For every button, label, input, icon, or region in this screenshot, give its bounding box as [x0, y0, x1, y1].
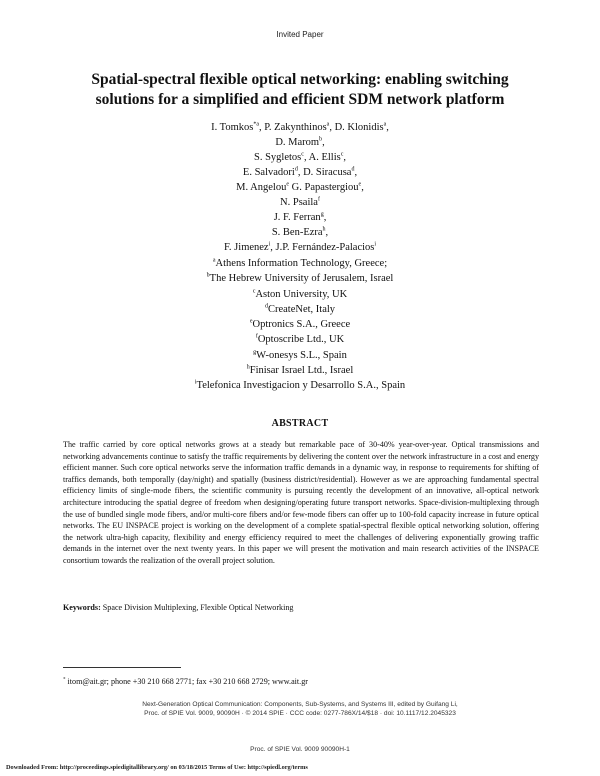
- author-affiliation-mark: c: [301, 151, 304, 158]
- author-line: [0, 210, 600, 225]
- affiliation-mark: h: [246, 364, 250, 371]
- affiliation-text: Telefonica Investigacion y Desarrollo S.A., Spain: [196, 380, 406, 392]
- page-number: Proc. of SPIE Vol. 9009 90090H-1: [250, 746, 350, 753]
- author-affiliation-mark: b: [319, 136, 323, 143]
- author-name: M. Angelou: [236, 182, 287, 193]
- author-name: J.P. Fernández-Palacios: [275, 242, 375, 253]
- footnote: [63, 677, 308, 686]
- author-line: [0, 135, 600, 150]
- author-name: J. F. Ferran: [273, 212, 321, 223]
- affiliation-item: [0, 287, 600, 302]
- footnote-mark: *: [63, 677, 66, 683]
- author-separator: ,: [322, 137, 325, 148]
- author-name: D. Klonidis: [334, 122, 384, 133]
- author-affiliation-mark: e: [358, 181, 362, 188]
- author-affiliation-mark: d: [294, 166, 298, 173]
- author-affiliation-mark: a: [326, 121, 330, 128]
- proceedings-line-1: Next-Generation Optical Communication: Components, Sub-Systems, and Systems III, edited by Guifang Li,: [142, 701, 458, 708]
- affiliation-item: [0, 332, 600, 347]
- author-name: G. Papastergiou: [291, 182, 359, 193]
- author-affiliation-mark: h: [322, 226, 326, 233]
- affiliation-item: [0, 271, 600, 286]
- author-line: [0, 240, 600, 255]
- author-separator: ,: [259, 122, 265, 133]
- author-separator: ,: [386, 122, 389, 133]
- affiliation-text: Optronics S.A., Greece: [252, 319, 351, 331]
- author-separator: ,: [343, 152, 346, 163]
- affiliation-item: [0, 363, 600, 378]
- author-separator: ,: [297, 167, 304, 178]
- author-separator: ,: [354, 167, 358, 178]
- author-name: S. Ben-Ezra: [271, 227, 323, 238]
- author-separator: ,: [323, 212, 327, 223]
- author-separator: ,: [270, 242, 276, 253]
- affiliation-text: W-onesys S.L., Spain: [256, 349, 347, 361]
- footnote-text: itom@ait.gr; phone +30 210 668 2771; fax +30 210 668 2729; www.ait.gr: [67, 677, 308, 686]
- affiliation-mark: c: [252, 288, 256, 295]
- affiliation-mark: a: [212, 257, 216, 264]
- author-affiliation-mark: a: [383, 121, 387, 128]
- affiliation-text: Athens Information Technology, Greece;: [215, 258, 388, 269]
- author-name: F. Jimenez: [223, 242, 269, 253]
- author-separator: ,: [325, 227, 329, 238]
- keywords: [63, 603, 539, 612]
- affiliation-mark: g: [253, 349, 257, 356]
- title-line-1: Spatial-spectral flexible optical networking: enabling switching: [91, 71, 509, 88]
- author-line: [0, 225, 600, 240]
- author-affiliation-mark: *a: [253, 121, 259, 128]
- author-name: S. Sygletos: [254, 152, 302, 163]
- author-line: [0, 165, 600, 180]
- author-affiliation-mark: i: [374, 241, 377, 248]
- affiliation-item: [0, 348, 600, 363]
- author-affiliation-mark: e: [286, 181, 290, 188]
- affiliation-item: [0, 317, 600, 332]
- affiliation-mark: e: [249, 318, 253, 325]
- author-separator: ,: [329, 122, 335, 133]
- proceedings-line-2: Proc. of SPIE Vol. 9009, 90090H · © 2014 SPIE · CCC code: 0277-786X/14/$18 · doi: 10.1117/12.2045323: [144, 710, 456, 717]
- author-name: D. Siracusa: [303, 167, 352, 178]
- author-name: N. Psaila: [280, 197, 318, 208]
- download-notice: Downloaded From: http://proceedings.spiedigitallibrary.org/ on 03/18/2015 Terms of Use: http://spiedl.org/terms: [6, 764, 308, 771]
- paper-title: [0, 70, 600, 110]
- author-name: I. Tomkos: [211, 122, 254, 133]
- affiliation-item: [0, 302, 600, 317]
- author-name: D. Marom: [275, 137, 320, 148]
- affiliation-mark: i: [194, 379, 197, 386]
- author-affiliation-mark: c: [340, 151, 344, 158]
- abstract-text: The traffic carried by core optical networks grows at a steady but remarkable pace of 30-40% year-over-year. Optical transmissions and networking advancements continue to satisfy the traffic requirements by delivering the content over the network infrastructure in a cost and energy efficient manner. Such core optical networks serve the information traffic demands in a dynamic way, in response to requirements for shifting of traffics demands, both temporally (day/night) and spatially (business district/residential). However as we are approaching fundamental spectral efficiency limits of single-mode fibers, the scientific community is pursuing recently the development of an innovative, all-optical network architecture introducing the spatial degree of freedom when designing/operating future transport networks. Space-division-multiplexing through the use of bundled single mode fibers, and/or multi-core fibers and/or few-mode fibers can offer up to 100-fold capacity increase in future optical networks. The EU INSPACE project is working on the development of a complete spatial-spectral flexible optical networking solution, offering the network ultra-high capacity, flexibility and energy efficiency required to meet the challenges of delivering exponentially growing traffic demands in the internet over the next twenty years. In this paper we will present the motivation and main research activities of the INSPACE consortium towards the realization of the overall project solution.: [63, 440, 539, 565]
- author-separator: ,: [303, 152, 309, 163]
- affiliation-text: Finisar Israel Ltd., Israel: [249, 365, 354, 377]
- proceedings-info: [0, 700, 600, 718]
- affiliation-item: [0, 256, 600, 271]
- author-affiliation-mark: d: [351, 166, 355, 173]
- author-line: [0, 120, 600, 135]
- author-list: [0, 120, 600, 255]
- affiliation-list: [0, 256, 600, 394]
- author-line: [0, 150, 600, 165]
- author-name: P. Zakynthinos: [264, 122, 327, 133]
- affiliation-text: Aston University, UK: [255, 288, 348, 300]
- abstract-heading: ABSTRACT: [271, 418, 329, 429]
- affiliation-mark: f: [255, 333, 258, 340]
- keywords-text: Space Division Multiplexing, Flexible Optical Networking: [102, 603, 294, 612]
- author-separator: ,: [361, 182, 364, 193]
- author-affiliation-mark: g: [320, 211, 324, 218]
- author-name: A. Ellis: [308, 152, 341, 163]
- author-name: E. Salvadori: [242, 167, 295, 178]
- affiliation-item: [0, 378, 600, 393]
- title-line-2: solutions for a simplified and efficient SDM network platform: [95, 91, 505, 108]
- keywords-label: Keywords:: [63, 603, 101, 612]
- affiliation-text: The Hebrew University of Jerusalem, Israel: [209, 273, 394, 285]
- invited-paper-label: Invited Paper: [276, 30, 324, 39]
- affiliation-mark: b: [206, 272, 210, 279]
- author-affiliation-mark: i: [268, 241, 271, 248]
- affiliation-mark: d: [264, 303, 268, 310]
- footnote-divider: [63, 667, 181, 668]
- author-line: [0, 180, 600, 195]
- affiliation-text: Optoscribe Ltd., UK: [257, 334, 345, 346]
- affiliation-text: CreateNet, Italy: [267, 303, 336, 315]
- author-affiliation-mark: f: [317, 196, 320, 203]
- author-line: [0, 195, 600, 210]
